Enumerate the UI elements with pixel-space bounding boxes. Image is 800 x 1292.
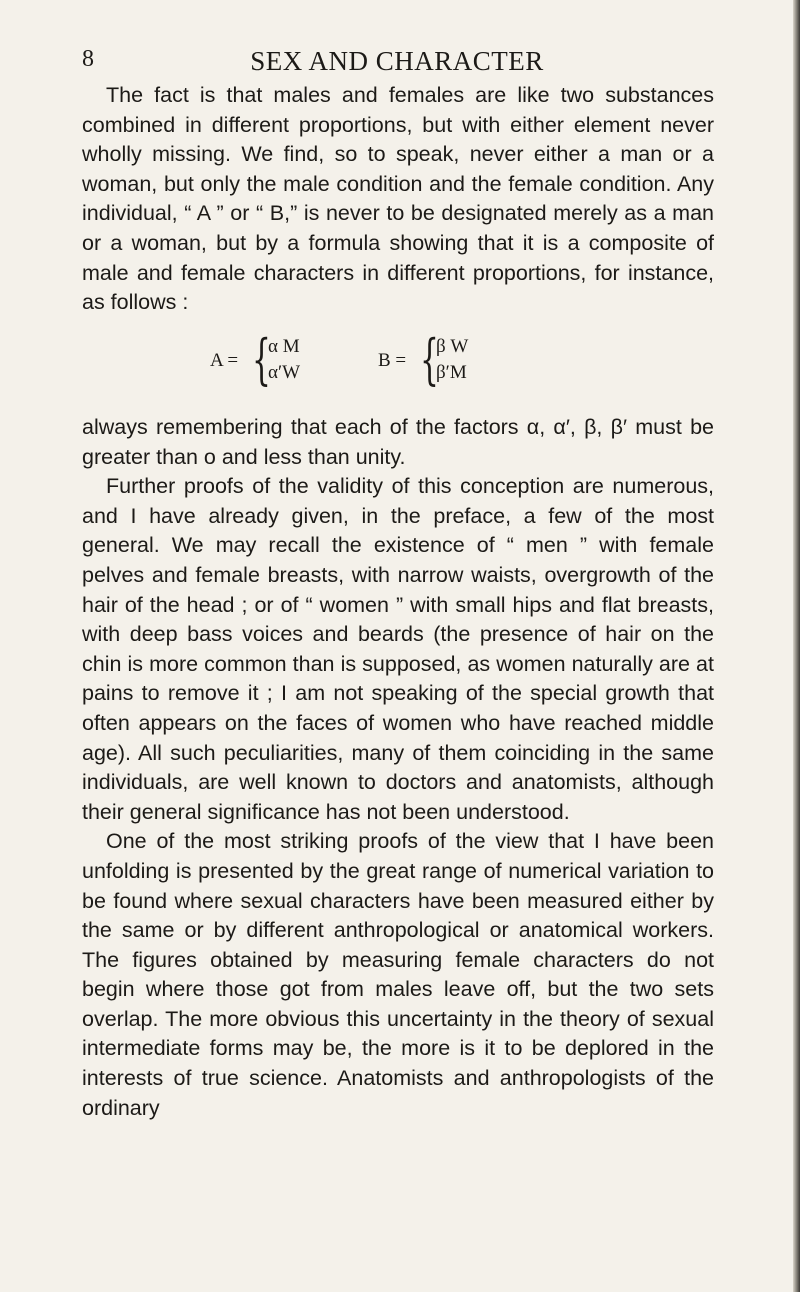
formula-b-brace: { — [420, 328, 439, 391]
formula-b-bottom: β′M — [436, 362, 467, 383]
page-number: 8 — [82, 46, 94, 72]
body-text — [82, 413, 714, 1123]
paragraph-1 — [82, 81, 714, 318]
formula-a-bottom: α′W — [268, 362, 301, 383]
formula-b-terms — [436, 334, 468, 386]
paragraph-2-text: always remembering that each of the factors α, α′, β, β′ must be greater than o and less than unity. — [82, 415, 714, 469]
page-edge-shadow — [793, 0, 800, 1292]
formula-b-top: β W — [436, 336, 469, 357]
page-header — [82, 46, 712, 86]
paragraph-4-text: One of the most striking proofs of the view that I have been unfolding is presented by the great range of numerical variation to be found where sexual characters have been measured either by the same or by different anthropological or anatomical workers. The figures obtained by measuring female characters do not begin where those got from males leave off, but the two sets overlap. The more obvious this uncertainty in the theory of sexual intermediate forms may be, the more is it to be deplored in the interests of true science. Anatomists and anthropologists of the ordinary — [82, 829, 714, 1120]
formula — [210, 330, 590, 394]
formula-a-terms — [268, 334, 300, 386]
formula-a-brace: { — [252, 328, 271, 391]
running-head: SEX AND CHARACTER — [250, 46, 544, 76]
formula-a-lhs: A = — [210, 350, 239, 371]
paragraph-3-text: Further proofs of the validity of this conception are numerous, and I have already given, in the preface, a few of the most general. We may recall the existence of “ men ” with female pelves and female breasts, with narrow waists, overgrowth of the hair of the head ; or of “ women ” with small hips and flat breasts, with deep bass voices and beards (the presence of hair on the chin is more common than is supposed, as women naturally are at pains to remove it ; I am not speaking of the special growth that often appears on the faces of women who have reached middle age). All such peculiarities, many of them coinciding in the same individuals, are well known to doctors and anatomists, although their general significance has not been understood. — [82, 474, 714, 824]
formula-b-lhs: B = — [378, 350, 407, 371]
paragraph-1-text: The fact is that males and females are like two substances combined in different proportions, but with either element never wholly missing. We find, so to speak, never either a man or a woman, but only the male condition and the female condition. Any individual, “ A ” or “ B,” is never to be designated merely as a man or a woman, but by a formula showing that it is a composite of male and female characters in different proportions, for instance, as follows : — [82, 83, 714, 315]
formula-a-top: α M — [268, 336, 300, 357]
